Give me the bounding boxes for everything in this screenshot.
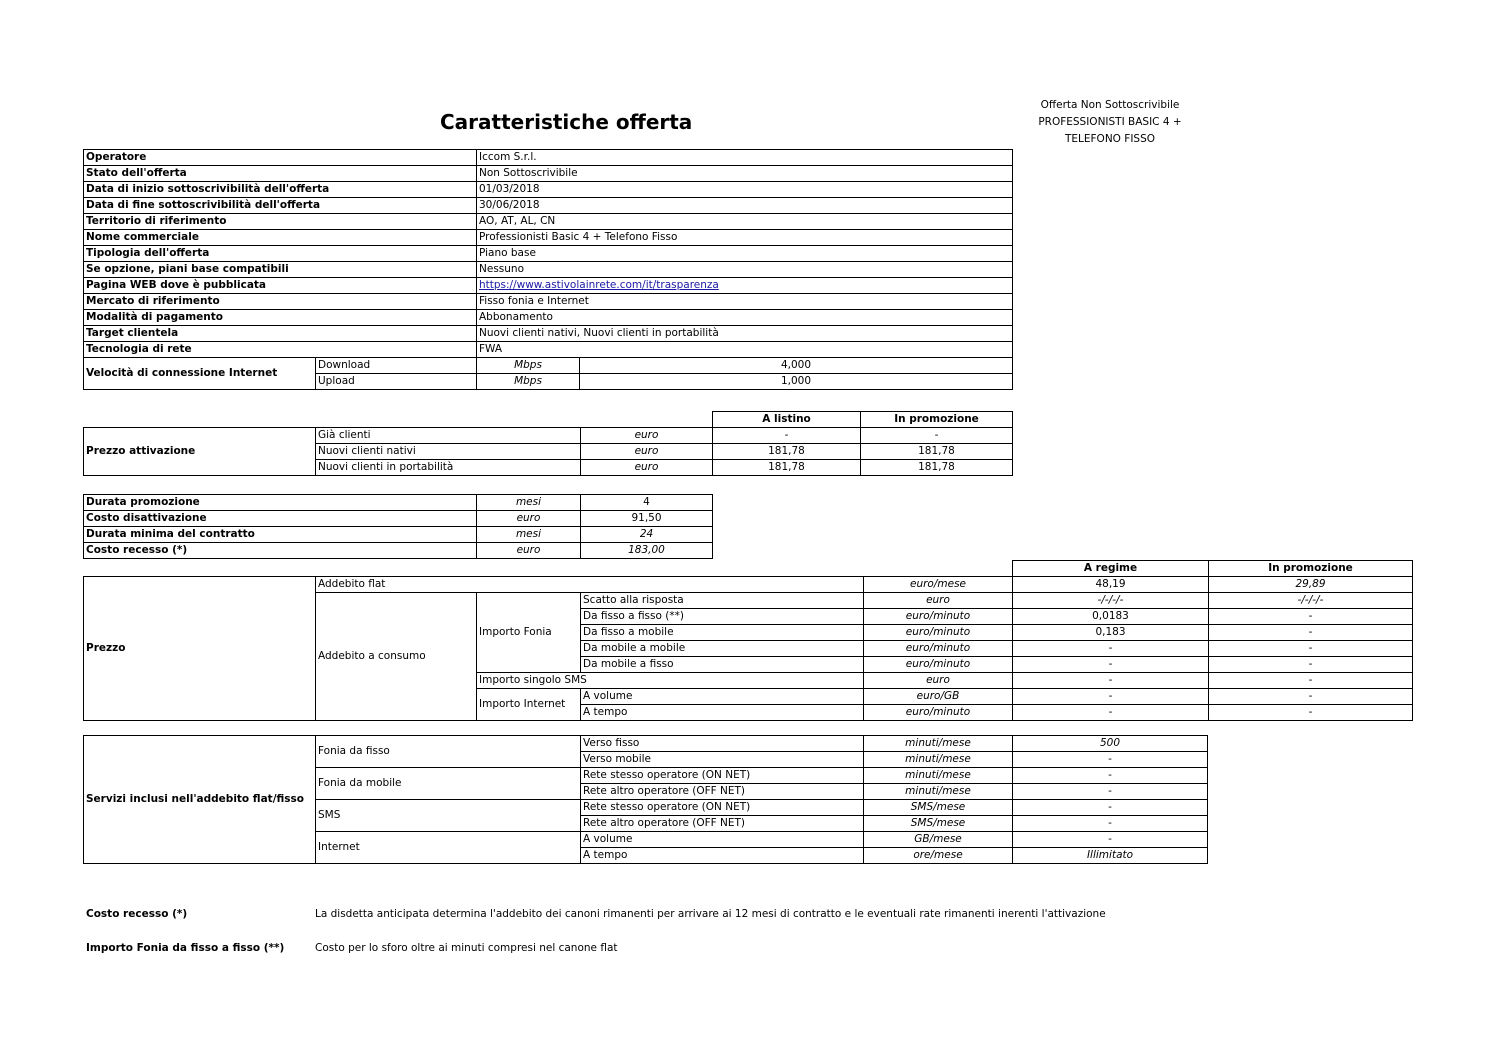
service-group: Fonia da mobile: [316, 768, 581, 800]
speed-value: 1,000: [580, 374, 1013, 390]
info-row: [84, 150, 1013, 166]
price-promo: -: [1209, 641, 1413, 657]
info-label: Pagina WEB dove è pubblicata: [84, 278, 477, 294]
info-label: Mercato di riferimento: [84, 294, 477, 310]
fonia-item: Scatto alla risposta: [581, 593, 864, 609]
info-value: 01/03/2018: [477, 182, 1013, 198]
price-promo: -: [1209, 625, 1413, 641]
speed-label: Velocità di connessione Internet: [84, 358, 316, 390]
duration-unit: euro: [477, 543, 581, 559]
info-row: [84, 278, 1013, 294]
internet-label: Importo Internet: [477, 689, 581, 721]
fonia-label: Importo Fonia: [477, 593, 581, 673]
service-unit: minuti/mese: [864, 784, 1013, 800]
info-value: Fisso fonia e Internet: [477, 294, 1013, 310]
price-unit: euro: [864, 673, 1013, 689]
price-unit: euro/minuto: [864, 625, 1013, 641]
price-unit: euro/minuto: [864, 657, 1013, 673]
info-value: [477, 278, 1013, 294]
note-text: La disdetta anticipata determina l'addebito dei canoni rimanenti per arrivare ai 12 mesi di contratto e le eventuali rate rimanenti inerenti l'attivazione: [315, 908, 1106, 920]
price-unit: euro/mese: [864, 577, 1013, 593]
duration-unit: euro: [477, 511, 581, 527]
service-item: Verso mobile: [581, 752, 864, 768]
info-value: AO, AT, AL, CN: [477, 214, 1013, 230]
info-label: Se opzione, piani base compatibili: [84, 262, 477, 278]
service-unit: minuti/mese: [864, 752, 1013, 768]
info-row: [84, 230, 1013, 246]
duration-unit: mesi: [477, 527, 581, 543]
info-value: Professionisti Basic 4 + Telefono Fisso: [477, 230, 1013, 246]
service-value: Illimitato: [1013, 848, 1208, 864]
col-header-promozione: In promozione: [861, 412, 1013, 428]
info-value: Piano base: [477, 246, 1013, 262]
flat-label: Addebito flat: [316, 577, 864, 593]
service-item: A volume: [581, 832, 864, 848]
price-regime: -: [1013, 705, 1209, 721]
activation-promo: -: [861, 428, 1013, 444]
col-header-promozione: In promozione: [1209, 561, 1413, 577]
fonia-item: Da fisso a mobile: [581, 625, 864, 641]
price-promo: 29,89: [1209, 577, 1413, 593]
price-unit: euro/minuto: [864, 641, 1013, 657]
activation-promo: 181,78: [861, 444, 1013, 460]
service-unit: SMS/mese: [864, 816, 1013, 832]
offer-subtitle: [1010, 97, 1210, 148]
price-regime: -: [1013, 673, 1209, 689]
price-regime: -/-/-/-: [1013, 593, 1209, 609]
info-label: Modalità di pagamento: [84, 310, 477, 326]
activation-who: Nuovi clienti nativi: [316, 444, 581, 460]
note-label: Costo recesso (*): [86, 908, 188, 920]
services-table: [83, 735, 1208, 864]
activation-listino: -: [713, 428, 861, 444]
activation-who: Nuovi clienti in portabilità: [316, 460, 581, 476]
price-promo: -: [1209, 609, 1413, 625]
price-regime: -: [1013, 641, 1209, 657]
activation-price-table: [83, 411, 1013, 476]
info-row: [84, 246, 1013, 262]
price-table: [83, 560, 1413, 721]
info-row: [84, 182, 1013, 198]
service-unit: minuti/mese: [864, 768, 1013, 784]
price-promo: -/-/-/-: [1209, 593, 1413, 609]
note-text: Costo per lo sforo oltre ai minuti compresi nel canone flat: [315, 942, 618, 954]
consumo-label: Addebito a consumo: [316, 593, 477, 721]
service-item: Rete stesso operatore (ON NET): [581, 800, 864, 816]
col-header-regime: A regime: [1013, 561, 1209, 577]
info-row: [84, 294, 1013, 310]
info-label: Territorio di riferimento: [84, 214, 477, 230]
service-group: Fonia da fisso: [316, 736, 581, 768]
price-regime: -: [1013, 657, 1209, 673]
activation-label: Prezzo attivazione: [84, 428, 316, 476]
info-row: [84, 342, 1013, 358]
info-row: [84, 310, 1013, 326]
info-value: Non Sottoscrivibile: [477, 166, 1013, 182]
price-promo: -: [1209, 673, 1413, 689]
service-item: Rete altro operatore (OFF NET): [581, 784, 864, 800]
offer-web-link[interactable]: https://www.astivolainrete.com/it/trasparenza: [479, 279, 719, 291]
price-promo: -: [1209, 657, 1413, 673]
info-label: Nome commerciale: [84, 230, 477, 246]
price-promo: -: [1209, 705, 1413, 721]
info-row: [84, 214, 1013, 230]
info-value: Nuovi clienti nativi, Nuovi clienti in portabilità: [477, 326, 1013, 342]
subtitle-line-1: Offerta Non Sottoscrivibile: [1040, 99, 1180, 111]
duration-unit: mesi: [477, 495, 581, 511]
info-label: Tipologia dell'offerta: [84, 246, 477, 262]
activation-promo: 181,78: [861, 460, 1013, 476]
info-value: Iccom S.r.l.: [477, 150, 1013, 166]
info-value: 30/06/2018: [477, 198, 1013, 214]
speed-direction: Upload: [316, 374, 477, 390]
service-item: Rete stesso operatore (ON NET): [581, 768, 864, 784]
service-unit: SMS/mese: [864, 800, 1013, 816]
service-value: -: [1013, 784, 1208, 800]
price-label: Prezzo: [84, 577, 316, 721]
sms-label: Importo singolo SMS: [477, 673, 864, 689]
info-value: FWA: [477, 342, 1013, 358]
price-regime: 0,183: [1013, 625, 1209, 641]
info-label: Stato dell'offerta: [84, 166, 477, 182]
activation-unit: euro: [581, 428, 713, 444]
col-header-listino: A listino: [713, 412, 861, 428]
offer-info-table: [83, 149, 1013, 390]
duration-value: 183,00: [581, 543, 713, 559]
service-group: SMS: [316, 800, 581, 832]
info-row: [84, 326, 1013, 342]
price-unit: euro/minuto: [864, 609, 1013, 625]
info-row: [84, 262, 1013, 278]
duration-table: [83, 494, 713, 559]
service-value: 500: [1013, 736, 1208, 752]
service-value: -: [1013, 832, 1208, 848]
service-value: -: [1013, 752, 1208, 768]
internet-item: A volume: [581, 689, 864, 705]
info-label: Data di fine sottoscrivibilità dell'offerta: [84, 198, 477, 214]
price-unit: euro/GB: [864, 689, 1013, 705]
duration-label: Durata promozione: [84, 495, 477, 511]
info-value: Abbonamento: [477, 310, 1013, 326]
service-item: Rete altro operatore (OFF NET): [581, 816, 864, 832]
activation-listino: 181,78: [713, 444, 861, 460]
speed-unit: Mbps: [477, 358, 580, 374]
duration-value: 24: [581, 527, 713, 543]
info-row: [84, 166, 1013, 182]
info-label: Operatore: [84, 150, 477, 166]
service-group: Internet: [316, 832, 581, 864]
fonia-item: Da fisso a fisso (**): [581, 609, 864, 625]
info-label: Tecnologia di rete: [84, 342, 477, 358]
service-value: -: [1013, 768, 1208, 784]
fonia-item: Da mobile a mobile: [581, 641, 864, 657]
price-promo: -: [1209, 689, 1413, 705]
speed-row: [84, 358, 1013, 374]
duration-value: 91,50: [581, 511, 713, 527]
fonia-item: Da mobile a fisso: [581, 657, 864, 673]
internet-item: A tempo: [581, 705, 864, 721]
service-value: -: [1013, 816, 1208, 832]
service-unit: GB/mese: [864, 832, 1013, 848]
price-regime: 0,0183: [1013, 609, 1209, 625]
price-unit: euro: [864, 593, 1013, 609]
activation-who: Già clienti: [316, 428, 581, 444]
price-regime: 48,19: [1013, 577, 1209, 593]
info-row: [84, 198, 1013, 214]
info-value: Nessuno: [477, 262, 1013, 278]
services-label: Servizi inclusi nell'addebito flat/fisso: [84, 736, 316, 864]
speed-value: 4,000: [580, 358, 1013, 374]
service-item: Verso fisso: [581, 736, 864, 752]
activation-unit: euro: [581, 460, 713, 476]
info-label: Target clientela: [84, 326, 477, 342]
price-unit: euro/minuto: [864, 705, 1013, 721]
note-label: Importo Fonia da fisso a fisso (**): [86, 942, 285, 954]
service-unit: minuti/mese: [864, 736, 1013, 752]
price-regime: -: [1013, 689, 1209, 705]
activation-listino: 181,78: [713, 460, 861, 476]
service-value: -: [1013, 800, 1208, 816]
speed-unit: Mbps: [477, 374, 580, 390]
activation-unit: euro: [581, 444, 713, 460]
duration-label: Durata minima del contratto: [84, 527, 477, 543]
speed-direction: Download: [316, 358, 477, 374]
page-title: Caratteristiche offerta: [440, 110, 693, 134]
service-unit: ore/mese: [864, 848, 1013, 864]
service-item: A tempo: [581, 848, 864, 864]
duration-label: Costo disattivazione: [84, 511, 477, 527]
subtitle-line-3: TELEFONO FISSO: [1064, 133, 1156, 145]
duration-label: Costo recesso (*): [84, 543, 477, 559]
duration-value: 4: [581, 495, 713, 511]
info-label: Data di inizio sottoscrivibilità dell'offerta: [84, 182, 477, 198]
subtitle-line-2: PROFESSIONISTI BASIC 4 +: [1038, 116, 1182, 128]
